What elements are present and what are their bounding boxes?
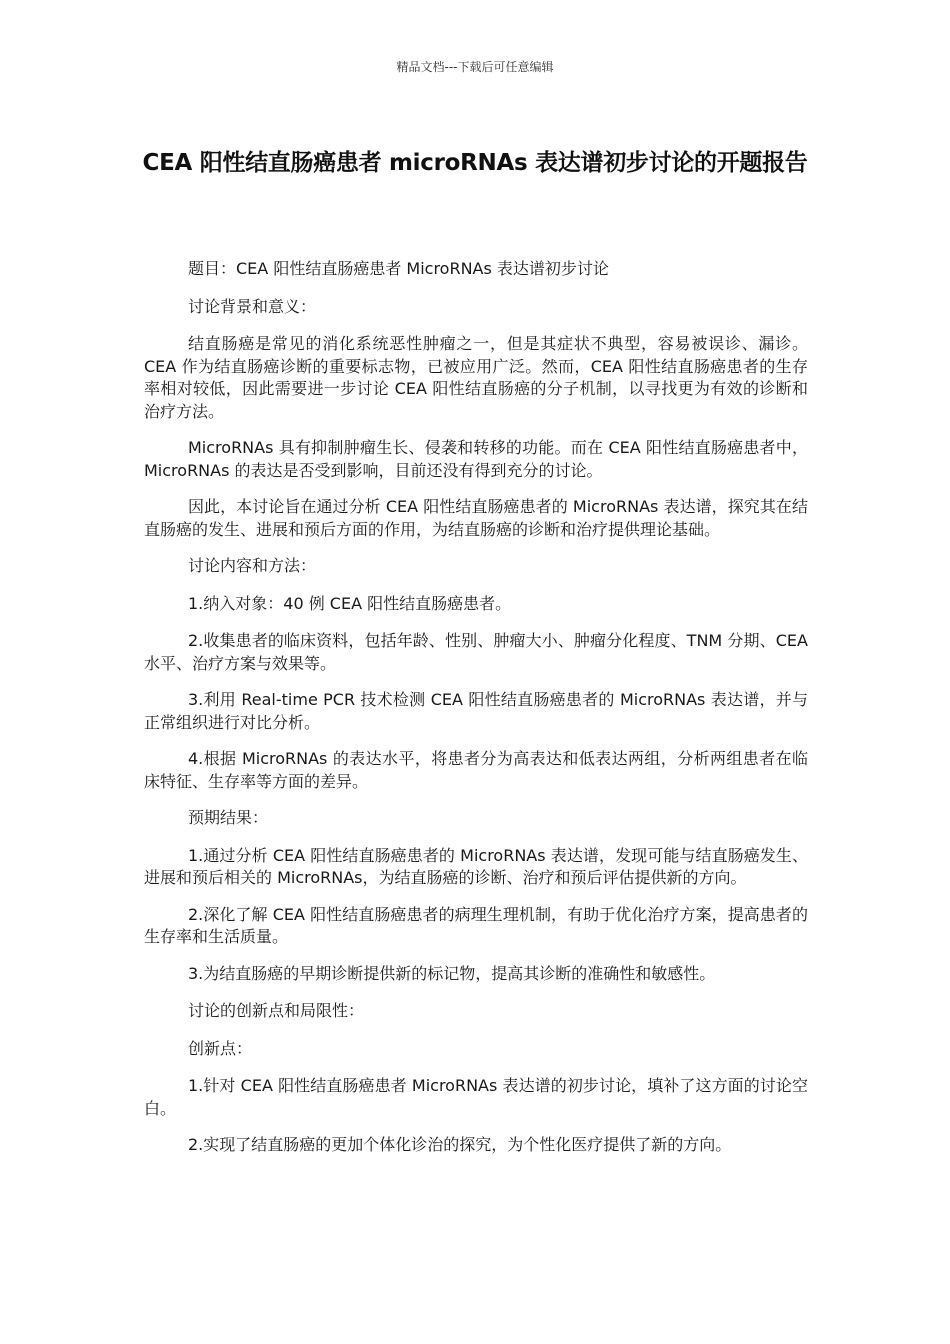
- heading-innovation-limitations: 讨论的创新点和局限性：: [188, 1001, 365, 1020]
- result-item-2: 2.深化了解 CEA 阳性结直肠癌患者的病理生理机制，有助于优化治疗方案，提高患者的生存率和生活质量。: [144, 904, 808, 946]
- method-item-1: 1.纳入对象：40 例 CEA 阳性结直肠癌患者。: [188, 593, 512, 613]
- header-note: 精品文档---下载后可任意编辑: [396, 60, 554, 74]
- result-item-3: 3.为结直肠癌的早期诊断提供新的标记物，提高其诊断的准确性和敏感性。: [188, 963, 716, 983]
- paragraph-background-2: MicroRNAs 具有抑制肿瘤生长、侵袭和转移的功能。而在 CEA 阳性结直肠癌患者中，MicroRNAs 的表达是否受到影响，目前还没有得到充分的讨论。: [144, 438, 808, 480]
- paragraph-background-1: 结直肠癌是常见的消化系统恶性肿瘤之一，但是其症状不典型，容易被误诊、漏诊。CEA 作为结直肠癌诊断的重要标志物，已被应用广泛。然而，CEA 阳性结直肠癌患者的生存率相对较低，因此需要进一步讨论 CEA 阳性结直肠癌的分子机制，以寻找更为有效的诊断和治疗方法。: [144, 334, 808, 421]
- method-item-2: 2.收集患者的临床资料，包括年龄、性别、肿瘤大小、肿瘤分化程度、TNM 分期、CEA 水平、治疗方案与效果等。: [144, 631, 808, 673]
- method-item-4: 4.根据 MicroRNAs 的表达水平，将患者分为高表达和低表达两组，分析两组患者在临床特征、生存率等方面的差异。: [144, 749, 808, 791]
- result-item-1: 1.通过分析 CEA 阳性结直肠癌患者的 MicroRNAs 表达谱，发现可能与结直肠癌发生、进展和预后相关的 MicroRNAs，为结直肠癌的诊断、治疗和预后评估提供新的方向。: [144, 845, 808, 887]
- paragraph-background-3: 因此，本讨论旨在通过分析 CEA 阳性结直肠癌患者的 MicroRNAs 表达谱，探究其在结直肠癌的发生、进展和预后方面的作用，为结直肠癌的诊断和治疗提供理论基础。: [144, 497, 808, 539]
- heading-innovation: 创新点：: [188, 1038, 253, 1058]
- innovation-item-2: 2.实现了结直肠癌的更加个体化诊治的探究，为个性化医疗提供了新的方向。: [188, 1135, 732, 1154]
- document-body: [144, 258, 808, 1171]
- heading-background: 讨论背景和意义：: [188, 296, 317, 316]
- document-title: CEA 阳性结直肠癌患者 microRNAs 表达谱初步讨论的开题报告: [142, 150, 808, 176]
- heading-expected-results: 预期结果：: [188, 808, 269, 827]
- paragraph-topic: 题目：CEA 阳性结直肠癌患者 MicroRNAs 表达谱初步讨论: [188, 259, 609, 278]
- method-item-3: 3.利用 Real-time PCR 技术检测 CEA 阳性结直肠癌患者的 MicroRNAs 表达谱，并与正常组织进行对比分析。: [144, 690, 808, 732]
- heading-methods: 讨论内容和方法：: [188, 556, 317, 575]
- innovation-item-1: 1.针对 CEA 阳性结直肠癌患者 MicroRNAs 表达谱的初步讨论，填补了这方面的讨论空白。: [144, 1076, 808, 1118]
